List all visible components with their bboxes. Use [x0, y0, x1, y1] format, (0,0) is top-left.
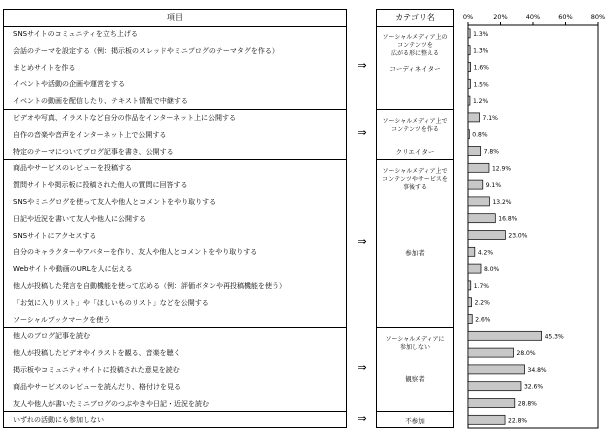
- bar-value-label: 23.0%: [508, 232, 528, 240]
- bar-value-label: 9.1%: [485, 182, 502, 190]
- bar-value-label: 16.8%: [498, 215, 518, 223]
- x-tick-label: 20%: [493, 13, 508, 21]
- bar-value-label: 1.3%: [473, 30, 489, 38]
- item-row: 特定のテーマについてブログ記事を書き、公開する: [13, 147, 174, 156]
- bar: [468, 29, 470, 38]
- bar-value-label: 2.2%: [474, 299, 490, 307]
- x-tick-label: 0%: [462, 13, 474, 21]
- category-description: ソーシャルメディアに: [385, 336, 445, 344]
- bar: [468, 399, 515, 408]
- item-row: SNSサイトのコミュニティを立ち上げる: [13, 30, 138, 38]
- bar-value-label: 45.3%: [544, 333, 564, 341]
- category-name: 観察者: [405, 375, 425, 384]
- bar-value-label: 8.0%: [484, 266, 500, 274]
- category-name: 参加者: [405, 249, 425, 258]
- category-name: 不参加: [405, 416, 425, 425]
- item-row: ソーシャルブックマークを使う: [13, 315, 111, 324]
- item-row: SNSサイトにアクセスする: [13, 231, 97, 240]
- category-description: 広がる形に整える: [390, 50, 439, 57]
- bar: [468, 96, 470, 105]
- bar-value-label: 28.0%: [516, 350, 536, 358]
- category-description: コンテンツやサービスを: [382, 176, 448, 184]
- bar-value-label: 1.6%: [473, 64, 489, 72]
- bar: [468, 264, 481, 273]
- bar: [468, 214, 495, 223]
- item-row: 商品やサービスのレビューを読んだり、格付けを見る: [13, 382, 181, 391]
- item-row: Webサイトや動画のURLを人に伝える: [13, 265, 133, 274]
- bar: [468, 415, 505, 424]
- bar-value-label: 1.3%: [473, 47, 489, 55]
- bar: [468, 315, 472, 324]
- bar: [468, 331, 542, 340]
- item-row: 友人や他人が書いたミニブログのつぶやきや日記・近況を読む: [13, 399, 209, 408]
- category-description: ソーシャルメディア上で: [382, 168, 448, 176]
- bar: [468, 147, 481, 156]
- item-row: 他人が投稿したビデオやイラストを観る、音楽を聴く: [13, 349, 181, 358]
- bar: [468, 365, 525, 374]
- bar-value-label: 12.9%: [491, 165, 512, 173]
- bar: [468, 163, 489, 172]
- item-row: 質問サイトや掲示板に投稿された他人の質問に回答する: [13, 181, 188, 190]
- item-row: 日記や近況を書いて友人や他人に公開する: [13, 214, 146, 223]
- bar: [468, 348, 514, 357]
- bar: [468, 63, 471, 72]
- bar: [468, 298, 472, 307]
- arrow-icon: ⇒: [357, 126, 367, 140]
- category-header: カテゴリ名: [377, 10, 453, 27]
- items-header: 項目: [4, 10, 346, 27]
- item-row: イベントや活動の企画や運営をする: [13, 80, 125, 89]
- bar-value-label: 1.2%: [472, 98, 489, 106]
- bar-value-label: 7.8%: [483, 148, 499, 156]
- item-row: イベントの動画を配信したり、テキスト情報で中継する: [13, 97, 188, 106]
- arrow-icon: ⇒: [357, 411, 367, 425]
- bar-value-label: 7.1%: [482, 114, 498, 122]
- bar-value-label: 1.7%: [473, 282, 490, 290]
- item-row: 会話のテーマを設定する（例：掲示板のスレッドやミニブログのテーマタグを作る）: [13, 46, 279, 55]
- category-name: クリエイター: [395, 147, 435, 156]
- bar-value-label: 32.6%: [523, 383, 544, 391]
- category-description: コンテンツを: [397, 42, 433, 49]
- item-row: SNSやミニグログを使って友人や他人とコメントをやり取りする: [13, 198, 217, 206]
- item-row: 自作の音楽や音声をインターネット上で公開する: [13, 130, 167, 139]
- item-row: まとめサイトを作る: [13, 63, 76, 72]
- item-row: 「お気に入りリスト」や「ほしいものリスト」などを公開する: [13, 298, 209, 307]
- category-description: 参加しない: [399, 344, 430, 352]
- item-row: 掲示板やコミュニティサイトに投稿された意見を読む: [13, 366, 180, 374]
- item-row: 他人が投稿した発言を自動機能を使って広める（例：評価ボタンや再投稿機能を使う）: [13, 282, 286, 290]
- bar: [468, 180, 483, 189]
- bar-value-label: 34.8%: [527, 366, 547, 374]
- bar-value-label: 1.5%: [473, 81, 489, 89]
- item-row: ビデオや写真、イラストなど自分の作品をインターネット上に公開する: [13, 114, 237, 122]
- bar: [468, 46, 470, 55]
- bar-value-label: 13.2%: [492, 198, 512, 206]
- bar: [468, 382, 521, 391]
- category-name: コーディネイター: [389, 65, 441, 73]
- bar: [468, 113, 480, 122]
- x-tick-label: 40%: [525, 13, 541, 21]
- x-tick-label: 60%: [558, 13, 573, 21]
- bar-value-label: 28.8%: [517, 400, 537, 408]
- category-description: 事後する: [402, 184, 427, 192]
- bar-value-label: 2.6%: [475, 316, 491, 324]
- arrow-icon: ⇒: [357, 59, 367, 72]
- bar: [468, 130, 469, 139]
- category-description: コンテンツを作る: [391, 126, 439, 133]
- item-row: いずれの活動にも参加しない: [13, 416, 104, 425]
- arrow-icon: ⇒: [357, 361, 367, 375]
- bar: [468, 79, 470, 88]
- item-row: 他人のブログ記事を読む: [13, 332, 90, 341]
- category-description: ソーシャルメディア上の: [382, 34, 448, 41]
- x-tick-label: 80%: [590, 13, 606, 21]
- bar-value-label: 4.2%: [477, 249, 494, 257]
- arrow-icon: ⇒: [357, 235, 367, 249]
- bar: [468, 247, 475, 256]
- category-description: ソーシャルメディア上で: [382, 118, 448, 125]
- item-row: 商品やサービスのレビューを投稿する: [13, 164, 132, 173]
- bar-value-label: 22.8%: [508, 417, 528, 425]
- bar: [468, 231, 505, 240]
- item-row: 自分のキャラクターやアバターを作り、友人や他人とコメントをやり取りする: [13, 248, 258, 257]
- bar-value-label: 0.8%: [472, 131, 488, 139]
- bar: [468, 197, 489, 206]
- bar: [468, 281, 471, 290]
